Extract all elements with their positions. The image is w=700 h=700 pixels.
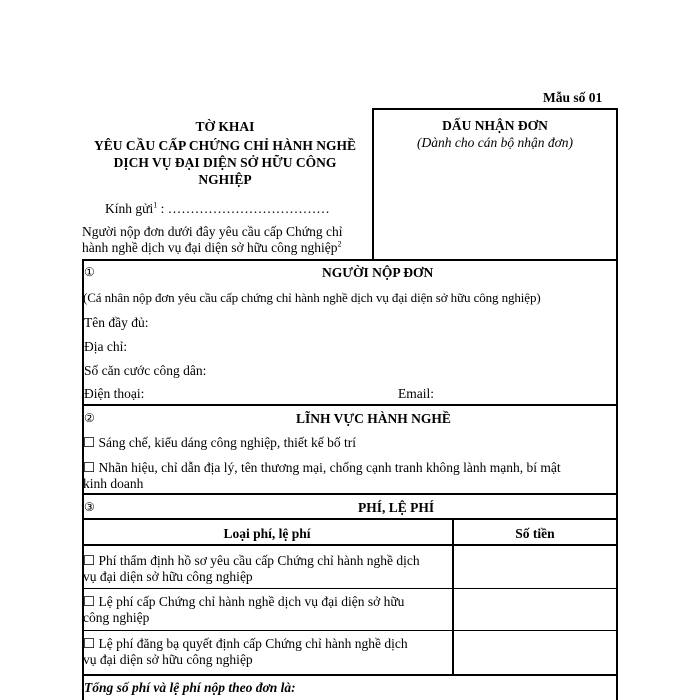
fee-row-line: vụ đại diện sở hữu công nghiệp bbox=[83, 652, 253, 667]
title-line-4: NGHIỆP bbox=[198, 172, 252, 187]
addressee-line bbox=[105, 201, 330, 217]
fee-column-header-amount: Số tiền bbox=[515, 526, 555, 541]
form-title bbox=[70, 118, 380, 188]
section1-title: NGƯỜI NỘP ĐƠN bbox=[322, 265, 434, 280]
practice-option-trademarks-line1: ☐ Nhãn hiệu, chỉ dẫn địa lý, tên thương mại, chống cạnh tranh không lành mạnh, bí mật bbox=[83, 460, 561, 475]
fee-row-issuance[interactable] bbox=[83, 594, 404, 626]
section3-title: PHÍ, LỆ PHÍ bbox=[358, 500, 435, 515]
section1-top-border bbox=[82, 259, 618, 261]
fee-row-line: ☐ Phí thẩm định hồ sơ yêu cầu cấp Chứng chỉ hành nghề dịch bbox=[83, 553, 420, 568]
fee-row-divider bbox=[82, 588, 618, 589]
fee-header-bottom-border bbox=[82, 544, 618, 546]
fee-total-top-border bbox=[82, 674, 618, 676]
title-line-1: TỜ KHAI bbox=[195, 119, 255, 134]
section3-top-border bbox=[82, 493, 618, 495]
address-field[interactable]: Địa chỉ: bbox=[84, 339, 128, 354]
fee-row-registration[interactable] bbox=[83, 636, 408, 668]
receipt-stamp-note: (Dành cho cán bộ nhận đơn) bbox=[416, 135, 574, 150]
stamp-left-border bbox=[372, 108, 374, 260]
practice-option-patents[interactable]: ☐ Sáng chế, kiểu dáng công nghiệp, thiết kế bố trí bbox=[83, 435, 357, 450]
intro-line-1: Người nộp đơn dưới đây yêu cầu cấp Chứng chỉ bbox=[82, 224, 343, 239]
section2-number: ② bbox=[84, 411, 95, 425]
fee-row-line: công nghiệp bbox=[83, 610, 150, 625]
fee-column-header-type: Loại phí, lệ phí bbox=[223, 526, 311, 541]
addressee-dots[interactable]: : ……………………………… bbox=[157, 201, 330, 216]
fee-row-appraisal[interactable] bbox=[83, 553, 420, 585]
footnote-1: 1 bbox=[153, 200, 158, 210]
fee-table-top-border bbox=[82, 518, 618, 520]
form-code: Mẫu số 01 bbox=[543, 90, 603, 105]
email-field[interactable]: Email: bbox=[398, 386, 434, 401]
practice-option-trademarks-line2: kinh doanh bbox=[83, 476, 144, 491]
fee-row-line: ☐ Lệ phí đăng bạ quyết định cấp Chứng chỉ hành nghề dịch bbox=[83, 636, 408, 651]
receipt-stamp-heading: DẤU NHẬN ĐƠN bbox=[442, 118, 548, 133]
stamp-top-border bbox=[372, 108, 618, 110]
receipt-stamp-box bbox=[372, 118, 618, 151]
intro-text bbox=[82, 224, 342, 256]
footnote-2: 2 bbox=[337, 239, 342, 249]
section1-subtitle: (Cá nhân nộp đơn yêu cầu cấp chứng chỉ hành nghề dịch vụ đại diện sở hữu công nghiệp) bbox=[83, 290, 541, 305]
title-line-2: YÊU CẦU CẤP CHỨNG CHỈ HÀNH NGHỀ bbox=[93, 138, 356, 153]
fee-row-line: vụ đại diện sở hữu công nghiệp bbox=[83, 569, 253, 584]
title-line-3: DỊCH VỤ ĐẠI DIỆN SỞ HỮU CÔNG bbox=[113, 155, 337, 170]
practice-option-trademarks[interactable] bbox=[83, 460, 561, 492]
citizen-id-field[interactable]: Số căn cước công dân: bbox=[84, 363, 207, 378]
addressee-label: Kính gửi bbox=[105, 201, 154, 216]
intro-line-2: hành nghề dịch vụ đại diện sở hữu công nghiệp$^2$ bbox=[82, 239, 342, 255]
section2-title: LĨNH VỰC HÀNH NGHỀ bbox=[296, 411, 451, 426]
section1-number: ① bbox=[84, 265, 95, 279]
fee-total-label: Tổng số phí và lệ phí nộp theo đơn là: bbox=[84, 680, 296, 695]
fee-row-divider bbox=[82, 630, 618, 631]
phone-field[interactable]: Điện thoại: bbox=[84, 386, 145, 401]
section2-top-border bbox=[82, 404, 618, 406]
fee-row-line: ☐ Lệ phí cấp Chứng chỉ hành nghề dịch vụ đại diện sở hữu bbox=[83, 594, 405, 609]
full-name-field[interactable]: Tên đầy đủ: bbox=[84, 315, 149, 330]
section3-number: ③ bbox=[84, 500, 95, 514]
